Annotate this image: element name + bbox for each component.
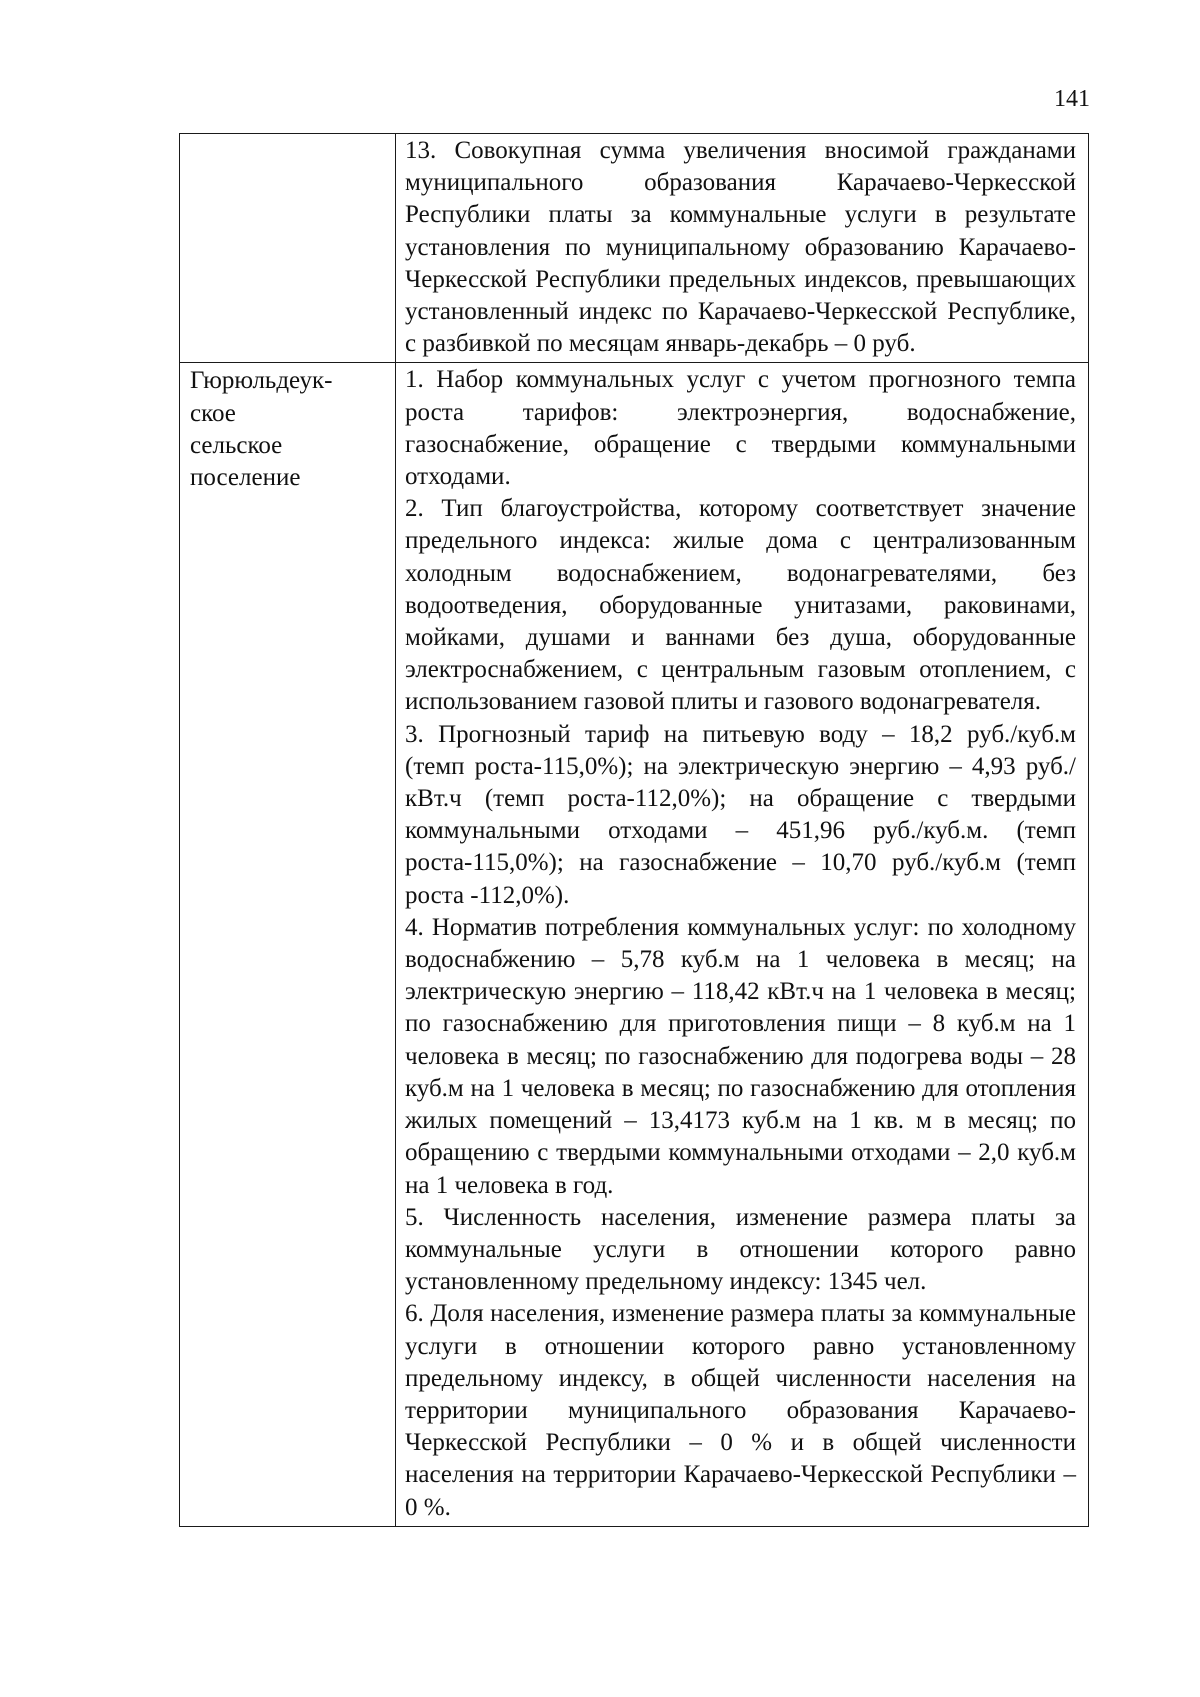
indicator-paragraph: 5. Численность населения, изменение размера платы за коммунальные услуги в отношении которого равно установленному предельному индексу: 1345 чел. — [405, 1203, 1076, 1296]
indicators-cell — [396, 134, 1089, 363]
settlement-name-line: поселение — [190, 464, 301, 492]
indicator-paragraph: 1. Набор коммунальных услуг с учетом прогнозного темпа роста тарифов: электроэнергия, водоснабжение, газоснабжение, обращение с твердыми коммунальными отходами. — [405, 366, 1076, 491]
table-row — [180, 134, 1089, 363]
indicators-table — [179, 133, 1089, 1527]
indicator-paragraph: 2. Тип благоустройства, которому соответствует значение предельного индекса: жилые дома с централизованным холодным водоснабжением, водонагревателями, без водоотведения, оборудованные унитазами, раковинами, мойками, душами и ваннами без душа, оборудованные электроснабжением, с центральным газовым отоплением, с использованием газовой плиты и газового водонагревателя. — [405, 495, 1076, 716]
settlement-name-line: Гюрюльдеук- — [190, 367, 333, 395]
settlement-name-line: сельское — [190, 431, 283, 459]
indicator-paragraph: 4. Норматив потребления коммунальных услуг: по холодному водоснабжению – 5,78 куб.м на 1 человека в месяц; на электрическую энергию – 118,42 кВт.ч на 1 человека в месяц; по газоснабжению для приготовления пищи – 8 куб.м на 1 человека в месяц; по газоснабжению для подогрева воды – 28 куб.м на 1 человека в месяц; по газоснабжению для отопления жилых помещений – 13,4173 куб.м на 1 кв. м в месяц; по обращению с твердыми коммунальными отходами – 2,0 куб.м на 1 человека в год. — [405, 913, 1076, 1199]
indicator-paragraph: 3. Прогнозный тариф на питьевую воду – 18,2 руб./куб.м (темп роста-115,0%); на электрическую энергию – 4,93 руб./кВт.ч (темп роста-112,0%); на обращение с твердыми коммунальными отходами – 451,96 руб./куб.м. (темп роста-115,0%); на газоснабжение – 10,70 руб./куб.м (темп роста -112,0%). — [405, 720, 1076, 909]
page-number: 141 — [1054, 86, 1090, 112]
settlement-name-cell — [180, 363, 396, 1526]
settlement-name-cell — [180, 134, 396, 363]
indicator-paragraph: 6. Доля населения, изменение размера платы за коммунальные услуги в отношении которого равно установленному предельному индексу, в общей численности населения на территории муниципального образования Карачаево-Черкесской Республики – 0 % и в общей численности населения на территории Карачаево-Черкесской Республики – 0 %. — [405, 1300, 1076, 1521]
settlement-name-line: ское — [190, 399, 236, 427]
indicators-cell — [396, 363, 1089, 1526]
table-row — [180, 363, 1089, 1526]
indicator-paragraph: 13. Совокупная сумма увеличения вносимой гражданами муниципального образования Карачаево-Черкесской Республики платы за коммунальные услуги в результате установления по муниципальному образованию Карачаево-Черкесской Республики предельных индексов, превышающих установленный индекс по Карачаево-Черкесской Республике, с разбивкой по месяцам январь-декабрь – 0 руб. — [405, 137, 1076, 358]
